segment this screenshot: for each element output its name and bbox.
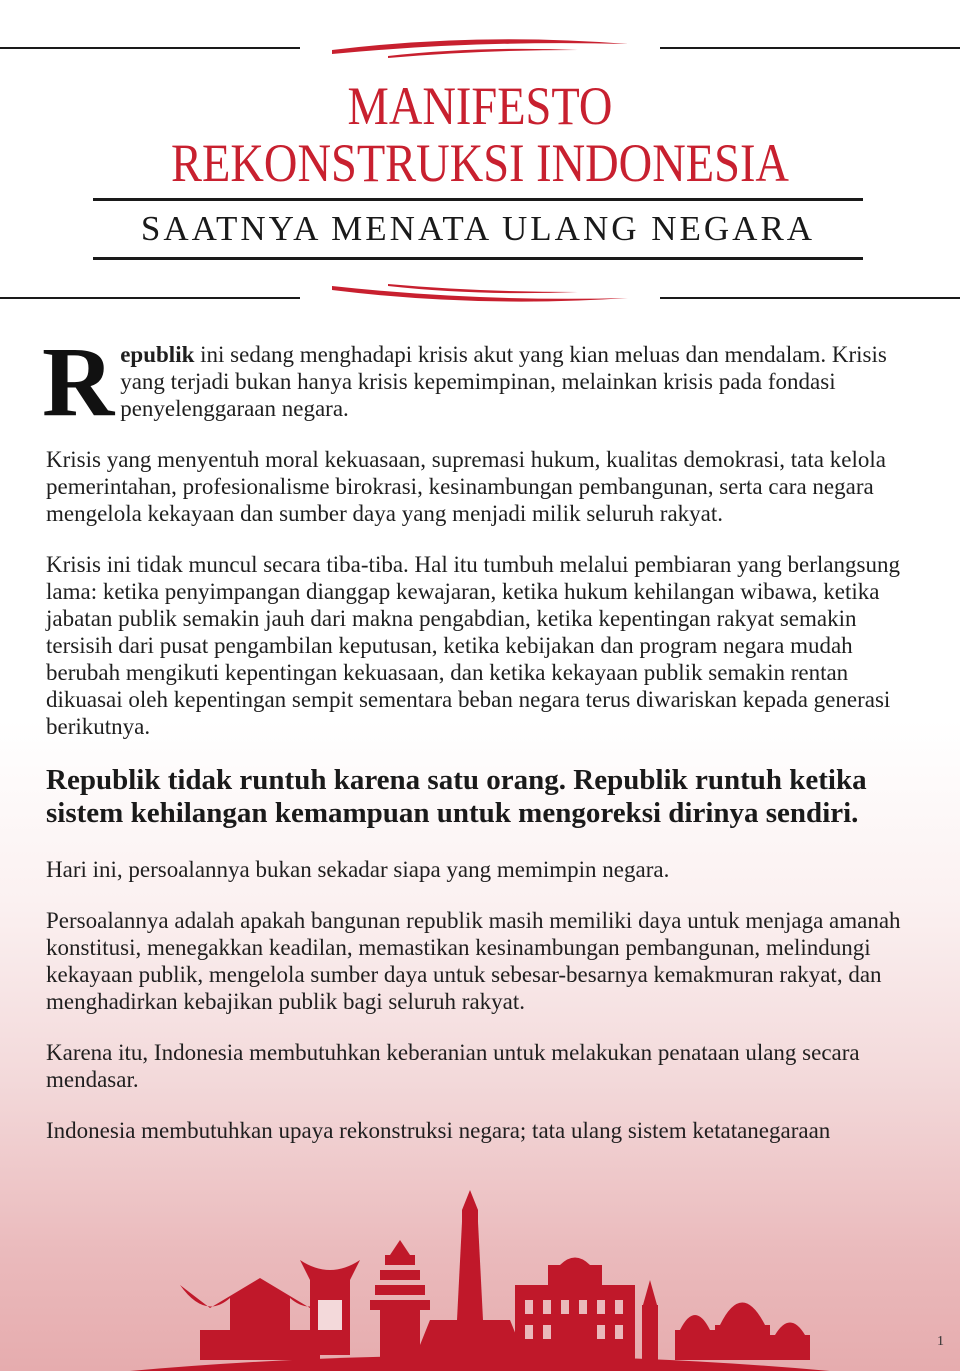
subtitle-banner: [93, 198, 863, 260]
page-number: 1: [937, 1334, 944, 1349]
paragraph-7: Indonesia membutuhkan upaya rekonstruksi negara; tata ulang sistem ketatanegaraan: [46, 1118, 831, 1143]
red-brush-stroke-top-icon: [328, 34, 632, 60]
indonesia-landmarks-skyline-icon: [0, 1180, 960, 1371]
title-line-1: MANIFESTO: [347, 76, 613, 136]
bottom-right-rule: [660, 297, 960, 299]
paragraph-4: Hari ini, persoalannya bukan sekadar siapa yang memimpin negara.: [46, 857, 670, 882]
paragraph-1: [42, 326, 916, 437]
top-left-rule: [0, 47, 300, 49]
subtitle: SAATNYA MENATA ULANG NEGARA: [140, 209, 816, 248]
drop-cap: R: [42, 326, 115, 437]
paragraph-1-lead: epublik: [120, 342, 195, 367]
paragraph-2: Krisis yang menyentuh moral kekuasaan, supremasi hukum, kualitas demokrasi, tata kelola pemerintahan, profesionalisme birokrasi, kesinambungan pembangunan, serta cara negara mengelola kekayaan dan sumber daya yang menjadi milik seluruh rakyat.: [46, 447, 886, 526]
paragraph-3: Krisis ini tidak muncul secara tiba-tiba. Hal itu tumbuh melalui pembiaran yang berlangsung lama: ketika penyimpangan dianggap kewajaran, ketika hukum kehilangan wibawa, ketika jabatan publik semakin jauh dari makna pengabdian, ketika kepentingan rakyat semakin tersisih dari pusat pengambilan keputusan, ketika kebijakan dan program negara mudah berubah mengikuti kepentingan kekuasaan, dan ketika kekayaan publik semakin rentan dikuasai oleh kepentingan sempit sementara beban negara terus diwariskan kepada generasi berikutnya.: [46, 552, 900, 739]
emphasis-statement: Republik tidak runtuh karena satu orang. Republik runtuh ketika sistem kehilangan kemampuan untuk mengoreksi dirinya sendiri.: [46, 764, 867, 829]
title-line-2: REKONSTRUKSI INDONESIA: [171, 133, 789, 193]
paragraph-1-text: ini sedang menghadapi krisis akut yang kian meluas dan mendalam. Krisis yang terjadi bukan hanya krisis kepemimpinan, melainkan krisis pada fondasi penyelenggaraan negara.: [120, 342, 887, 421]
article-body: [42, 326, 916, 1168]
paragraph-5: Persoalannya adalah apakah bangunan republik masih memiliki daya untuk menjaga amanah konstitusi, menegakkan keadilan, memastikan kesinambungan pembangunan, melindungi kekayaan publik, mengelola sumber daya untuk sebesar-besarnya kemakmuran rakyat, dan menghadirkan kebajikan publik bagi seluruh rakyat.: [46, 908, 901, 1014]
paragraph-6: Karena itu, Indonesia membutuhkan keberanian untuk melakukan penataan ulang secara mendasar.: [46, 1040, 860, 1092]
red-brush-stroke-bottom-icon: [328, 284, 632, 310]
bottom-left-rule: [0, 297, 300, 299]
top-right-rule: [660, 47, 960, 49]
